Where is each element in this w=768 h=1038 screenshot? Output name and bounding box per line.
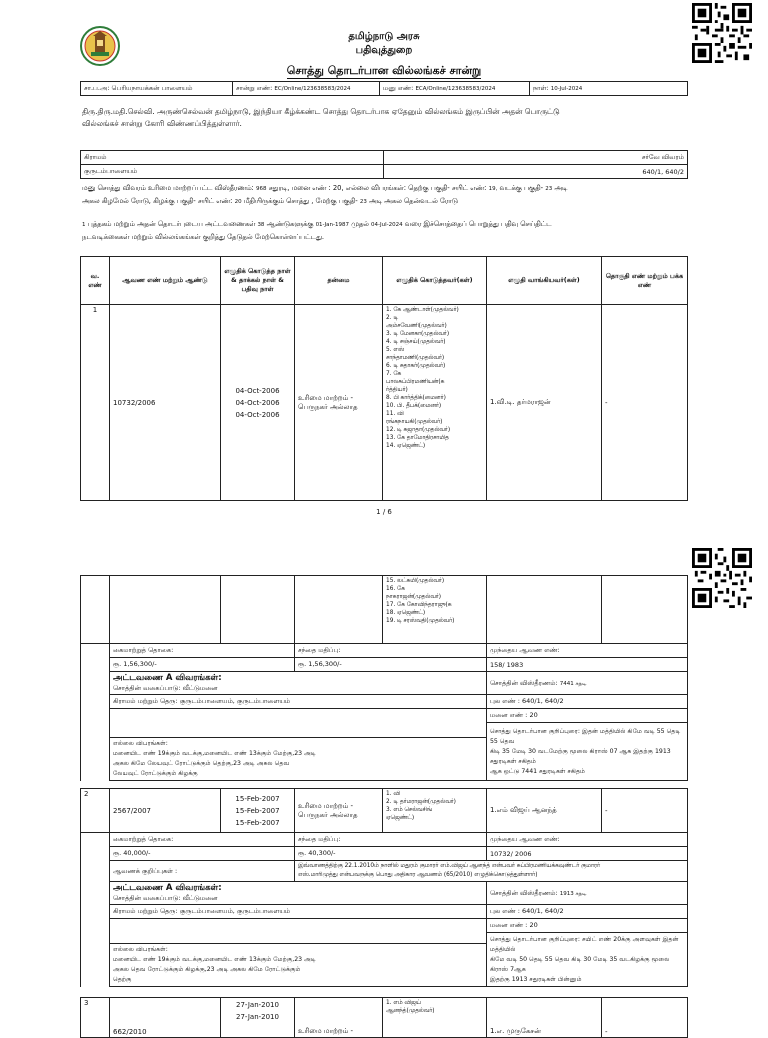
prev-doc-value: 158/ 1983 [487, 658, 688, 672]
document-nature: உரிமை மாற்றம் - பெருநகர் அல்லாத [295, 305, 383, 501]
document-number: 2567/2007 [110, 789, 221, 833]
applicant-statement: திரு.திரு.மதி.செல்வி. அருண்செல்வன் தமிழ்நாடு, இந்தியா கீழ்க்கண்ட சொத்து தொடர்பாக ஏதேனும் வில்லங்கம் இருப்பின் அதன் பொருட்டு வில்லங்கச் சான்று கோரி விண்ணப்பித்துள்ளார். [82, 107, 560, 128]
department-title: பதிவுத்துறை [355, 45, 413, 56]
certificate-page-2 [0, 545, 768, 1036]
executant-list: 1. எம் விஜய் ஆனந்த்(முதல்வர்) [383, 998, 487, 1038]
table-row [81, 305, 688, 501]
village-survey-table [80, 150, 688, 179]
col-serial: வ. எண் [81, 257, 110, 305]
document-nature: உரிமை மாற்றம் - பெருநகர் அல்லாத [295, 789, 383, 833]
certificate-title: சொத்து தொடர்பான வில்லங்கச் சான்று [286, 64, 482, 77]
govt-title: தமிழ்நாடு அரசு [348, 31, 420, 42]
property-description: மனு சொத்து விவரம் உரிமை மாற்றப்பட்ட விஸ்தீரணம்: 968 சதுரடி, மனை எண் : 20, எல்லை விபரங்கள்: தெற்கு பகுதி- சயிட் எண்: 19, வடக்கு பகுதி- 23 அடி அகல கிழமேல் ரோடு, கிழக்கு பகுதி- சயிட் எண்: 20 மீதியிருக்கும் சொத்து , மேற்கு பகுதி- 23 அடி அகல தென்வடல் ரோடு [82, 184, 568, 205]
consideration-value: ரூ. 40,000/- [110, 847, 295, 861]
sro-cell: சா.ப.அ: பெரியநாயக்கன் பாளையம் [81, 82, 233, 96]
plot-number: மனை எண் : 20 [487, 919, 688, 933]
date-cell: நாள்: 10-Jul-2024 [530, 82, 688, 96]
transactions-table [80, 256, 688, 501]
table-row [81, 789, 688, 833]
claimant: 1.எ. முருகேசன் [487, 998, 602, 1038]
doc-remarks: இவ்வாணத்திற்கு 22.1.2010ம் நாளில் மதுரம் குமாரர் எம்.விஜய் ஆனந்த் என்பவர் சுப்பிரமணியக்கவுண்டர் குமாரர் எஸ்.மாரிமுத்து என்பவருக்கு பொது அதிகார ஆவணம் (65/2010) எழுதிக்கொடுத்துள்ளார்) [295, 861, 688, 882]
table-row [81, 998, 688, 1038]
document-dates: 04-Oct-2006 04-Oct-2006 04-Oct-2006 [221, 305, 295, 501]
executant-list: 1. வி 2. டி தர்மராஜன்(முதல்வர்) 3. எம் செல்வசிங் ஏஜெண்ட்) [383, 789, 487, 833]
claimant: 1.வி.டி. தர்மராஜன் [487, 305, 602, 501]
village-header: கிராமம் [81, 151, 384, 165]
extent: சொத்தின் விஸ்தீரணம்: 1913 சதடி [487, 882, 688, 905]
entry-2-details [80, 832, 688, 987]
document-nature: உரிமை மாற்றம் - [295, 998, 383, 1038]
document-dates: 15-Feb-2007 15-Feb-2007 15-Feb-2007 [221, 789, 295, 833]
market-value-label: சந்தை மதிப்பு: [295, 644, 487, 658]
col-volume: தொகுதி எண் மற்றும் பக்க எண் [602, 257, 688, 305]
property-remarks: சொத்து தொடர்பான குறிப்புரை: சயிட் எண் 20க்கு அளவுகள் இதன் மத்தியில் கிமே வடி 50 தெடி 55 தெவ கிடி 30 மேடி 35 வடகிழக்கு மூலை கிராஸ் 7ஆக இதற்கு 1913 சதுரடிகள் பின்னும் [487, 933, 688, 987]
page-number: 1 / 6 [376, 508, 392, 516]
doc-remarks-label: ஆவணக் குறிப்புகள் : [110, 861, 295, 882]
consideration-label: கைமாற்றுத் தொகை: [110, 644, 295, 658]
village-value: குருடம்பாளையம் [81, 165, 384, 179]
col-executant: எழுதிக் கொடுத்தவர்(கள்) [383, 257, 487, 305]
qr-code-icon [692, 548, 752, 608]
transactions-table-entry-3 [80, 997, 688, 1038]
village-street: கிராமம் மற்றும் தெரு: குருடம்பாளையம், குருடம்பாளையம் [110, 695, 487, 709]
table-row [81, 576, 688, 644]
consideration-value: ரூ. 1,56,300/- [110, 658, 295, 672]
executant-list: 1. கே ஆண்டாள்(முதல்வர்) 2. டி அம்சவேணி(முதல்வர்) 3. டி மேனகா(முதல்வர்) 4. டி சஞ்சய்(முதல்வர்) 5. எஸ் சாந்தாமணி(முதல்வர்) 6. டி சுதாகர்(முதல்வர்) 7. கே பாலசுப்பிரமணியன்(க ர்த்தியர்) 8. பி கார்த்திக்(மைனர்) 10. பி. தீபக்(மைனர்) 11. வி ரங்கநாயகி(முதல்வர்) 12. டி சுஜாதா(முதல்வர்) 13. கே தாமோதிரசாமித 14. ஏஜெண்ட்) [383, 305, 487, 501]
entry-1-details [80, 643, 688, 781]
document-number: 662/2010 [110, 998, 221, 1038]
prev-doc-label: முந்தைய ஆவண எண்: [487, 833, 688, 847]
executant-list-continued: 15. லட்சுமி(முதல்வர்) 16. கே நாகராஜன்(முதல்வர்) 17. கே கோவிந்தராஜு(க 18. ஏஜெண்ட்) 19. டி சரஸ்வதி(முதல்வர்) [383, 576, 487, 644]
market-value-label: சந்தை மதிப்பு: [295, 833, 487, 847]
market-value: ரூ. 40,300/- [295, 847, 487, 861]
transactions-table-continued [80, 575, 688, 644]
transactions-table-entry-2 [80, 788, 688, 833]
serial-number: 1 [81, 305, 110, 501]
property-remarks: சொத்து தொடர்பான குறிப்புரை: இதன் மத்தியில் கிமே வடி 55 தெடி 55 தெவ கிடி 35 மேடி 30 வடமேற்கு மூலை கிராஸ் 07 ஆக இதற்கு 1913 சதுரடிகள் சகிதம் ஆக ஒட்டு 7441 சதுரடிகள் சகிதம் [487, 723, 688, 781]
certificate-number-cell: சான்று எண்: EC/Online/123638583/2024 [233, 82, 380, 96]
certificate-info-table [80, 81, 688, 96]
search-description: 1 புத்தகம் மற்றும் அதன் தொடர்புடைய அட்டவணைகள் 38 ஆண்டுகளுக்கு 01-Jan-1987 முதல் 04-Jul-2024 வரை இச்சொத்தைப் பொறுத்து பதிவு செய்திட்ட நடவடிக்கைகள் மற்றும் வில்லங்கங்கள் குறித்து தேடுதல் மேற்கொள்ளப்பட்டது. [82, 220, 552, 241]
schedule-title: அட்டவணை A விவரங்கள்: சொத்தின் வகைப்பாடு: வீட்டுமனை [110, 672, 487, 695]
survey-number: புல எண் : 640/1, 640/2 [487, 695, 688, 709]
prev-doc-value: 10732/ 2006 [487, 847, 688, 861]
schedule-title: அட்டவணை A விவரங்கள்: சொத்தின் வகைப்பாடு: வீட்டுமனை [110, 882, 487, 905]
prev-doc-label: முந்தைய ஆவண எண்: [487, 644, 688, 658]
serial-number: 2 [81, 789, 110, 833]
page-separator [0, 525, 768, 545]
village-street: கிராமம் மற்றும் தெரு: குருடம்பாளையம், குருடம்பாளையம் [110, 905, 487, 919]
serial-number: 3 [81, 998, 110, 1038]
volume-page: - [602, 305, 688, 501]
col-nature: தன்மை [295, 257, 383, 305]
volume-page: - [602, 789, 688, 833]
col-document: ஆவண எண் மற்றும் ஆண்டு [110, 257, 221, 305]
plot-number: மனை எண் : 20 [487, 709, 688, 723]
volume-page: - [602, 998, 688, 1038]
survey-header: சர்வே விவரம் [384, 151, 688, 165]
consideration-label: கைமாற்றுத் தொகை: [110, 833, 295, 847]
boundaries: எல்லை விபரங்கள்: மனையிட எண் 19க்கும் வடக்கு,மனையிட எண் 13க்கும் மேற்கு,23 அடி அகல தெவ ரோட்டுக்கும் கிழக்கு,23 அடி அகல கிமே ரோட்டுக்கும் தெற்கு [110, 944, 487, 987]
col-claimant: எழுதி வாங்கியவர்(கள்) [487, 257, 602, 305]
survey-value: 640/1, 640/2 [384, 165, 688, 179]
claimant: 1.எம் விஜய் ஆனந்த் [487, 789, 602, 833]
boundaries: எல்லை விபரங்கள்: மனையிட எண் 19க்கும் வடக்கு,மனையிட எண் 13க்கும் மேற்கு,23 அடி அகல கிமே லேயவுட் ரோட்டுக்கும் தெற்கு,23 அடி அகல தெவ லேயவுட் ரோட்டுக்கும் கிழக்கு [110, 738, 487, 781]
survey-number: புல எண் : 640/1, 640/2 [487, 905, 688, 919]
document-dates: 27-Jan-2010 27-Jan-2010 [221, 998, 295, 1038]
market-value: ரூ. 1,56,300/- [295, 658, 487, 672]
document-number: 10732/2006 [110, 305, 221, 501]
col-dates: எழுதிக் கொடுத்த நாள் & தாக்கல் நாள் & பதிவு நாள் [221, 257, 295, 305]
application-number-cell: மனு எண்: ECA/Online/123638583/2024 [380, 82, 530, 96]
extent: சொத்தின் விஸ்தீரணம்: 7441 சதடி [487, 672, 688, 695]
